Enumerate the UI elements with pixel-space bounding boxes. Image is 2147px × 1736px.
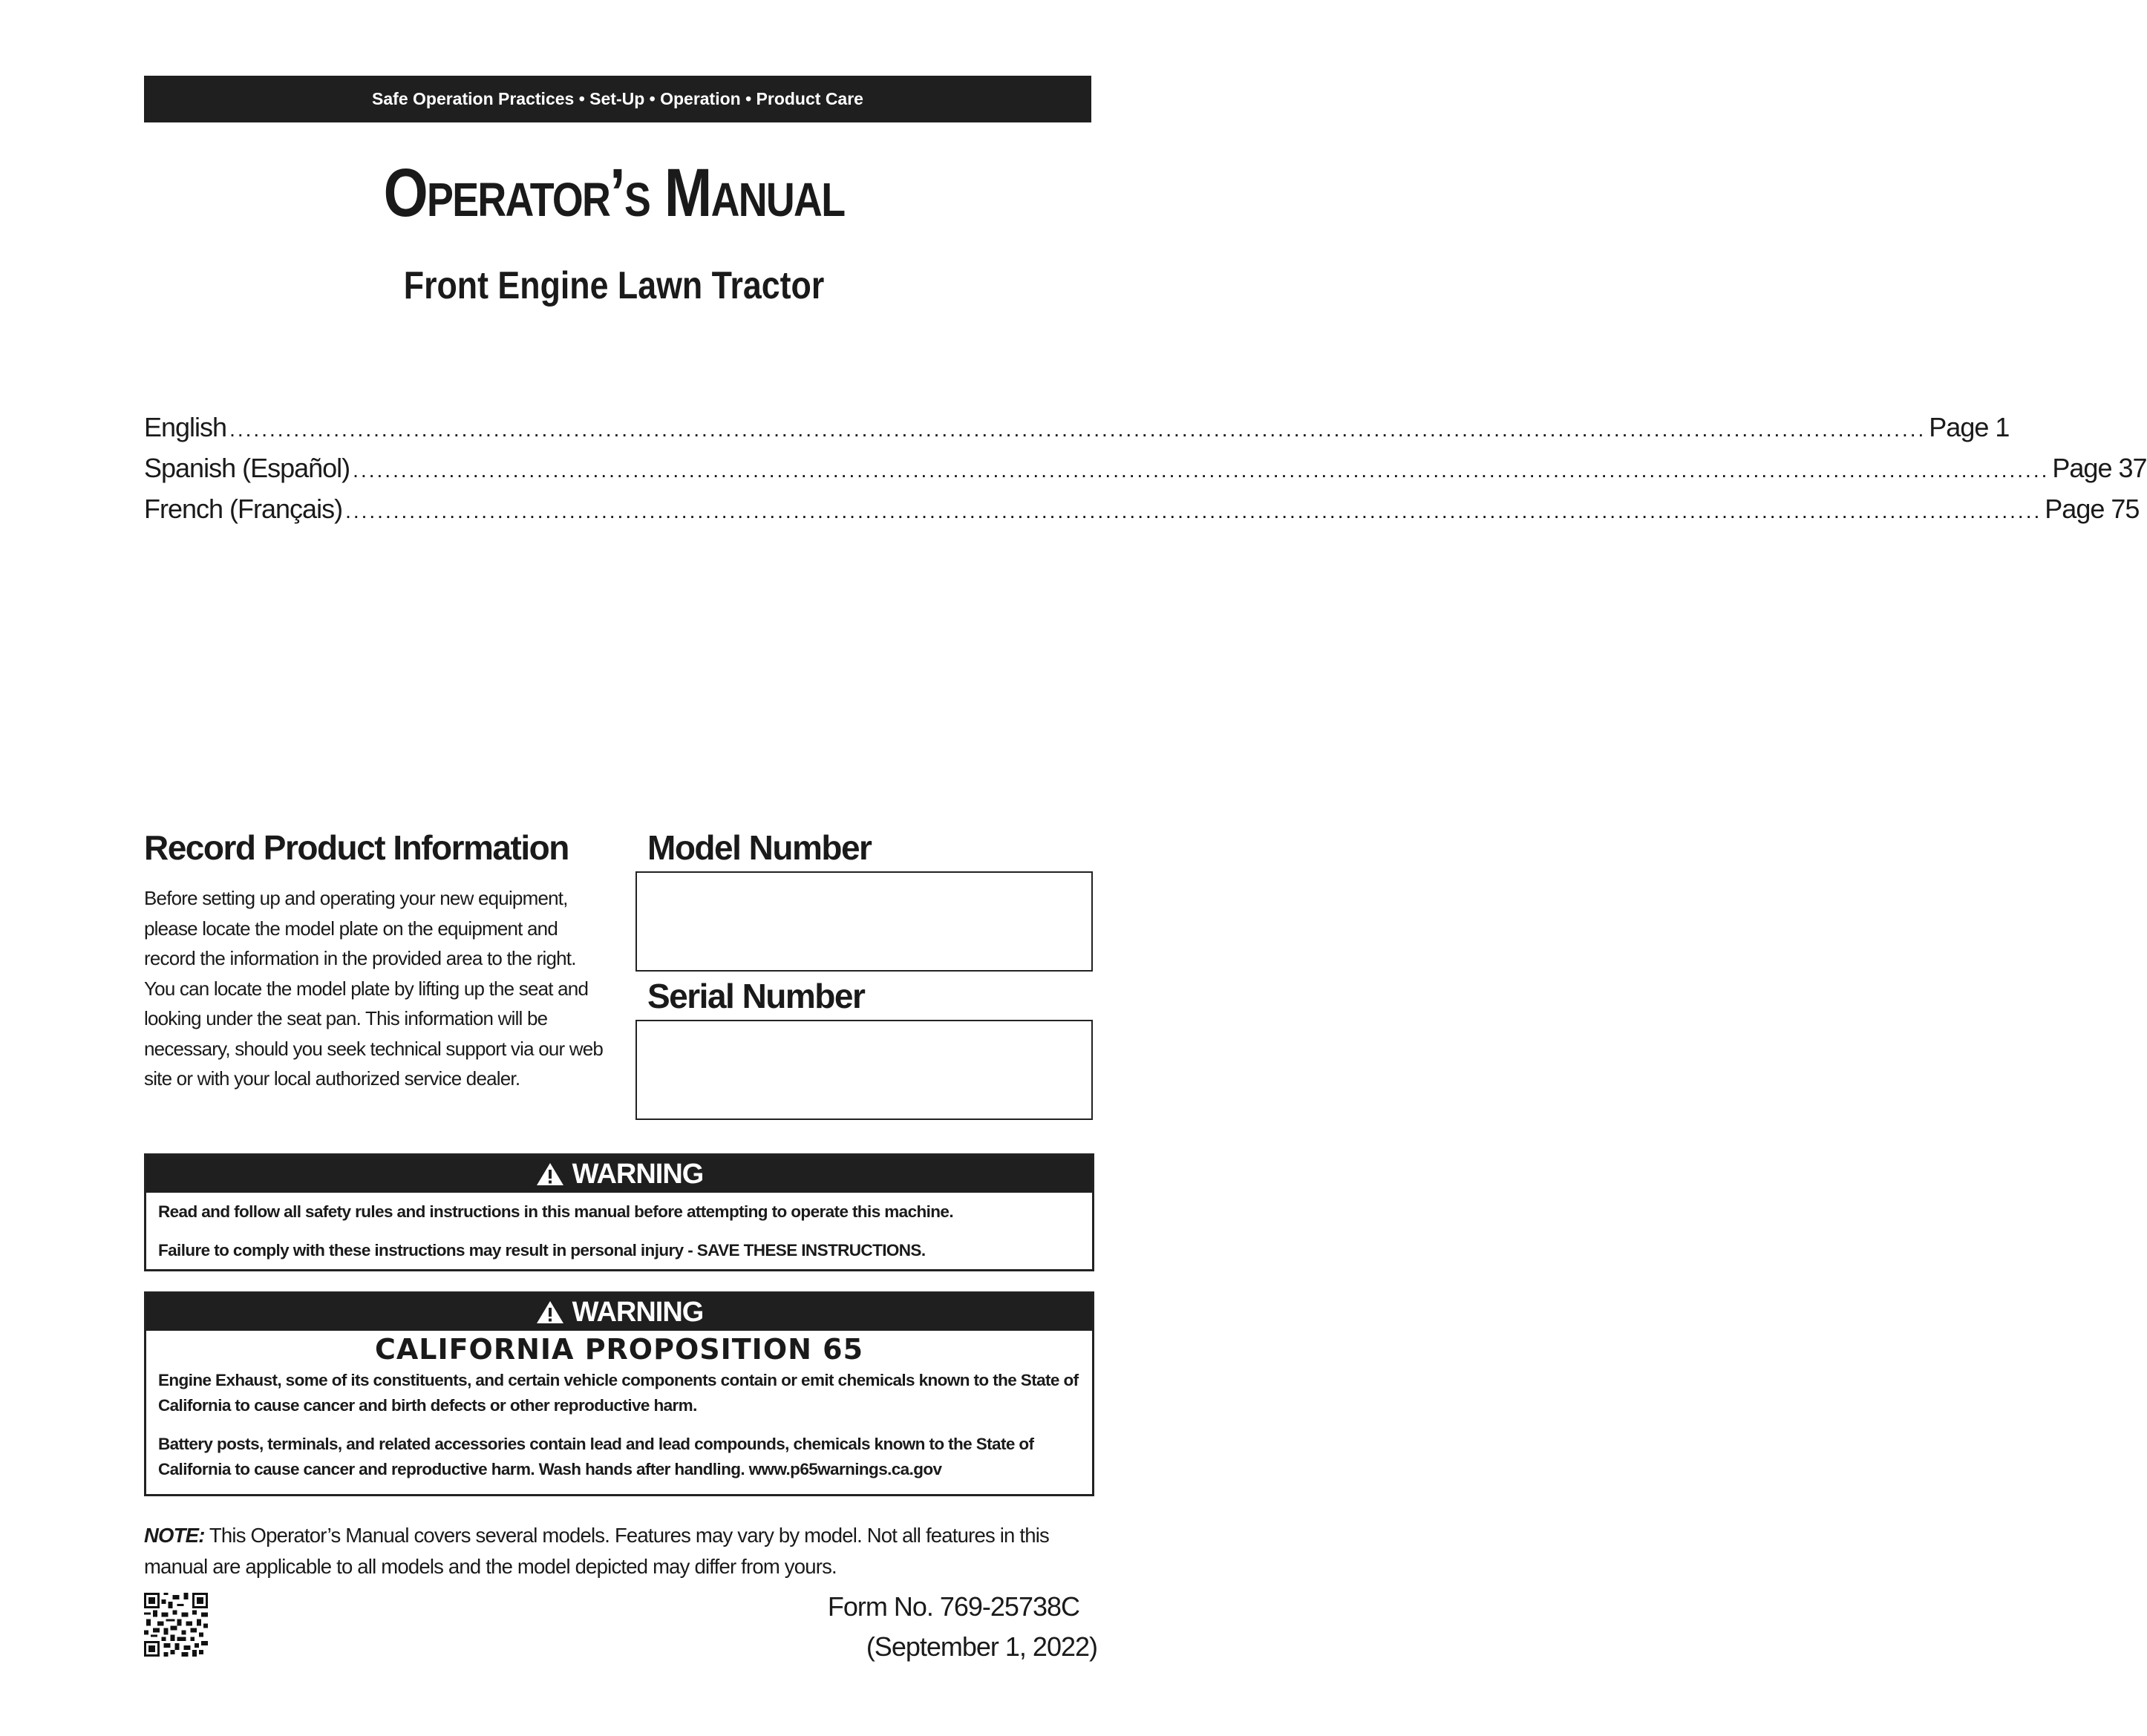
prop65-text: Battery posts, terminals, and related accessories contain lead and lead compounds, chemicals known to the State of California to cause cancer and reproductive harm. Wash hands after handling. www.p65warnings.ca.gov — [158, 1435, 1034, 1478]
warning-label: WARNING — [572, 1296, 704, 1328]
toc-leader: .................................................................................................................................................................................................................... — [345, 499, 2042, 523]
record-info-body: Before setting up and operating your new equipment, please locate the model plate on the equipment and record the information in the provided area to the right. You can locate the model plate by lifting up the seat and looking under the seat pan. This information will be necessary, should you seek technical support via our web site or with your local authorized service dealer. — [144, 887, 604, 1090]
toc-label: English — [144, 412, 227, 442]
warning-header — [146, 1294, 1092, 1331]
warning-triangle-icon — [535, 1162, 565, 1187]
toc-leader: .................................................................................................................................................................................................................... — [229, 418, 1927, 441]
form-date: (September 1, 2022) — [866, 1631, 1097, 1662]
toc-page: Page 37 — [2052, 453, 2147, 483]
qr-code[interactable] — [144, 1593, 208, 1657]
manual-title: Operator’s Manual — [383, 155, 845, 231]
form-info — [828, 1587, 1097, 1667]
toc-label: French (Français) — [144, 494, 343, 524]
toc-page: Page 75 — [2045, 494, 2140, 524]
note-paragraph — [144, 1520, 1102, 1582]
warning-label: WARNING — [572, 1158, 704, 1190]
toc-row-french[interactable] — [144, 488, 2140, 529]
warning-header — [146, 1156, 1092, 1193]
serial-number-label: Serial Number — [647, 977, 865, 1015]
note-text: This Operator’s Manual covers several models. Features may vary by model. Not all features in this manual are applicable to all models and the model depicted may differ from yours. — [144, 1524, 1049, 1578]
prop65-title: CALIFORNIA PROPOSITION 65 — [374, 1333, 864, 1366]
model-number-field[interactable] — [635, 871, 1093, 972]
toc-leader: .................................................................................................................................................................................................................... — [353, 459, 2050, 482]
note-label: NOTE: — [144, 1524, 205, 1547]
language-index — [144, 407, 2147, 529]
prop65-warning-box — [144, 1291, 1094, 1496]
warning-text: Read and follow all safety rules and instructions in this manual before attempting to operate this machine. — [158, 1202, 953, 1221]
manual-subtitle: Front Engine Lawn Tractor — [403, 264, 825, 307]
toc-page: Page 1 — [1929, 412, 2010, 442]
toc-row-spanish[interactable] — [144, 448, 2147, 488]
record-info-heading: Record Product Information — [144, 828, 569, 867]
toc-label: Spanish (Español) — [144, 453, 350, 483]
top-banner: Safe Operation Practices • Set-Up • Operation • Product Care — [144, 76, 1091, 122]
serial-number-field[interactable] — [635, 1020, 1093, 1120]
safety-warning-box — [144, 1153, 1094, 1271]
form-number: Form No. 769-25738C — [827, 1591, 1079, 1622]
prop65-text: Engine Exhaust, some of its constituents, and certain vehicle components contain or emit chemicals known to the State of California to cause cancer and birth defects or other reproductive harm. — [158, 1371, 1079, 1415]
warning-triangle-icon — [535, 1300, 565, 1325]
model-number-label: Model Number — [647, 828, 872, 867]
toc-row-english[interactable] — [144, 407, 2010, 448]
warning-text: Failure to comply with these instructions may result in personal injury - SAVE THESE INSTRUCTIONS. — [158, 1241, 926, 1260]
